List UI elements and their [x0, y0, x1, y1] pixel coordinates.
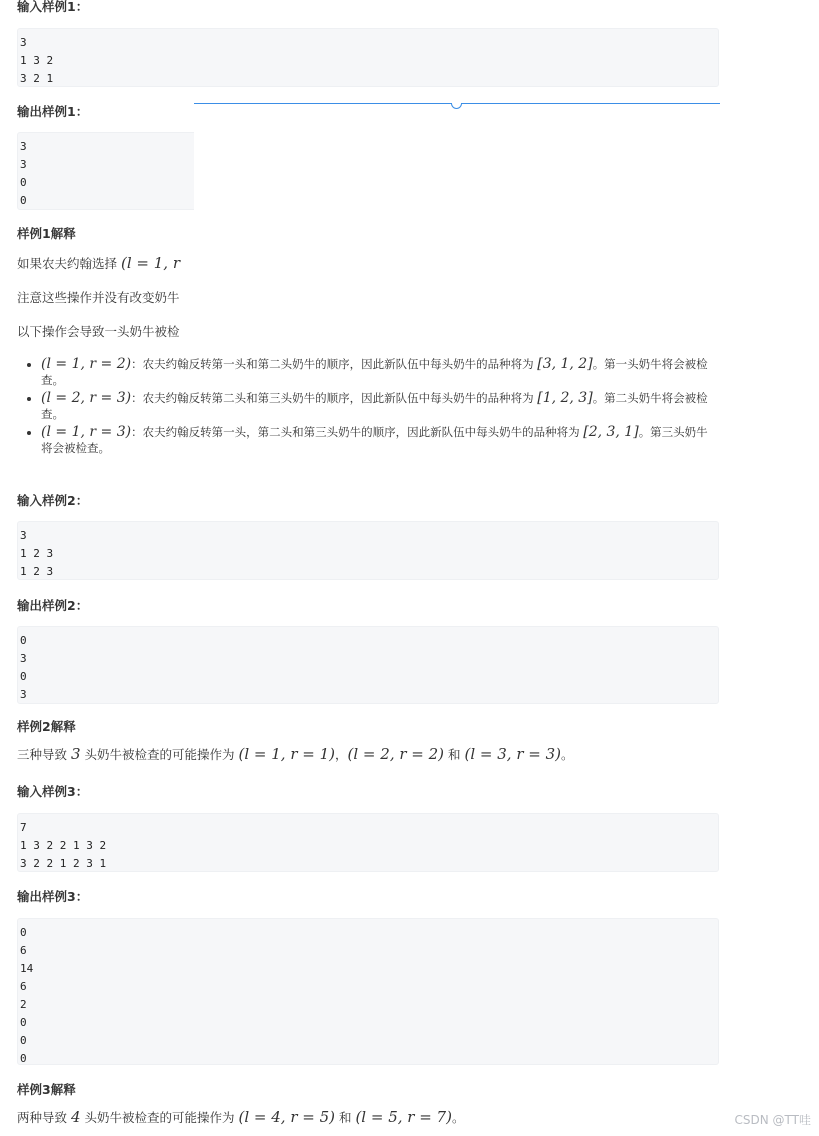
- code-line: 0: [20, 176, 27, 189]
- text: ，: [335, 747, 348, 762]
- op-math: (l = 2, r = 3): [41, 390, 132, 406]
- sample3-output-code[interactable]: [17, 918, 719, 1065]
- p1-math: (l = 1, r: [120, 254, 180, 272]
- code-line: 0: [20, 1034, 27, 1047]
- sample3-input-title: 输入样例3：: [17, 784, 89, 799]
- code-line: 0: [20, 926, 27, 939]
- code-line: 3: [20, 36, 27, 49]
- list-item: [41, 356, 719, 388]
- math-op: (l = 5, r = 7): [355, 1108, 452, 1126]
- op-text: ：农夫约翰反转第二头和第三头奶牛的顺序，因此新队伍中每头奶牛的品种将为: [131, 391, 538, 405]
- op-math-result: [3, 1, 2]: [537, 356, 593, 372]
- code-line: 1 2 3: [20, 547, 54, 560]
- text: 。: [561, 747, 574, 762]
- sample1-explain-title: 样例1解释: [17, 226, 76, 241]
- code-line: 3 2 1: [20, 72, 54, 85]
- code-line: 1 3 2: [20, 54, 54, 67]
- code-line: 3: [20, 529, 27, 542]
- sample2-input-title: 输入样例2：: [17, 493, 89, 508]
- sample2-explain-text: [17, 744, 574, 765]
- sample1-output-title: 输出样例1：: [17, 104, 89, 119]
- text: 头奶牛被检查的可能操作为: [80, 747, 239, 762]
- text: 三种导致: [17, 747, 71, 762]
- code-line: 0: [20, 670, 27, 683]
- code-line: 14: [20, 962, 34, 975]
- sample3-input-code[interactable]: [17, 813, 719, 872]
- op-math-result: [2, 3, 1]: [583, 424, 639, 440]
- operations-list: [17, 356, 719, 458]
- csdn-watermark: CSDN @TT哇: [734, 1113, 811, 1127]
- math-number: 4: [70, 1108, 81, 1126]
- sample1-explain-p2: 注意这些操作并没有改变奶牛: [17, 290, 180, 305]
- code-line: 1 3 2 2 1 3 2: [20, 839, 107, 852]
- code-line: 0: [20, 1016, 27, 1029]
- text: 和: [444, 747, 465, 762]
- op-text: ：农夫约翰反转第一头和第二头奶牛的顺序，因此新队伍中每头奶牛的品种将为: [131, 357, 538, 371]
- math-op: (l = 4, r = 5): [238, 1108, 335, 1126]
- sample3-explain-text: [17, 1107, 464, 1128]
- text: 头奶牛被检查的可能操作为: [80, 1110, 239, 1125]
- text: 和: [335, 1110, 356, 1125]
- op-math: (l = 1, r = 3): [41, 424, 132, 440]
- math-op: (l = 1, r = 1): [238, 745, 335, 763]
- code-line: 3: [20, 158, 27, 171]
- code-line: 6: [20, 944, 27, 957]
- sample3-output-title: 输出样例3：: [17, 889, 89, 904]
- p1-text: 如果农夫约翰选择: [17, 256, 121, 271]
- list-item: [41, 424, 719, 456]
- code-line: 1 2 3: [20, 565, 54, 578]
- sample3-explain-title: 样例3解释: [17, 1082, 76, 1097]
- sample1-input-title: 输入样例1：: [17, 0, 89, 14]
- op-math-result: [1, 2, 3]: [537, 390, 593, 406]
- op-text-end: 。第三头奶牛将会被检查。: [41, 425, 708, 455]
- sample2-output-code[interactable]: [17, 626, 719, 704]
- op-math: (l = 1, r = 2): [41, 356, 132, 372]
- sample1-explain-p3: 以下操作会导致一头奶牛被检: [17, 324, 180, 339]
- math-op: (l = 3, r = 3): [464, 745, 561, 763]
- code-line: 0: [20, 1052, 27, 1065]
- code-line: 7: [20, 821, 27, 834]
- code-line: 3 2 2 1 2 3 1: [20, 857, 107, 870]
- code-line: 0: [20, 194, 27, 207]
- text: 。: [451, 1110, 465, 1125]
- code-line: 2: [20, 998, 27, 1011]
- sample1-input-code[interactable]: [17, 28, 719, 87]
- sample2-explain-title: 样例2解释: [17, 719, 76, 734]
- sample2-output-title: 输出样例2：: [17, 598, 89, 613]
- drag-handle-icon[interactable]: [451, 98, 462, 109]
- code-line: 6: [20, 980, 27, 993]
- op-text-end: 。第一头奶牛将会被检查。: [41, 357, 708, 387]
- op-text-end: 。第二头奶牛将会被检查。: [41, 391, 708, 421]
- math-number: 3: [70, 745, 81, 763]
- sample2-input-code[interactable]: [17, 521, 719, 580]
- math-op: (l = 2, r = 2): [347, 745, 445, 763]
- screenshot-overlay: [194, 105, 720, 348]
- code-line: 3: [20, 652, 27, 665]
- code-line: 3: [20, 140, 27, 153]
- sample1-explain-p1: [17, 253, 180, 274]
- code-line: 3: [20, 688, 27, 701]
- code-line: 0: [20, 634, 27, 647]
- list-item: [41, 390, 719, 422]
- op-text: ：农夫约翰反转第一头，第二头和第三头奶牛的顺序，因此新队伍中每头奶牛的品种将为: [131, 425, 584, 439]
- text: 两种导致: [17, 1110, 71, 1125]
